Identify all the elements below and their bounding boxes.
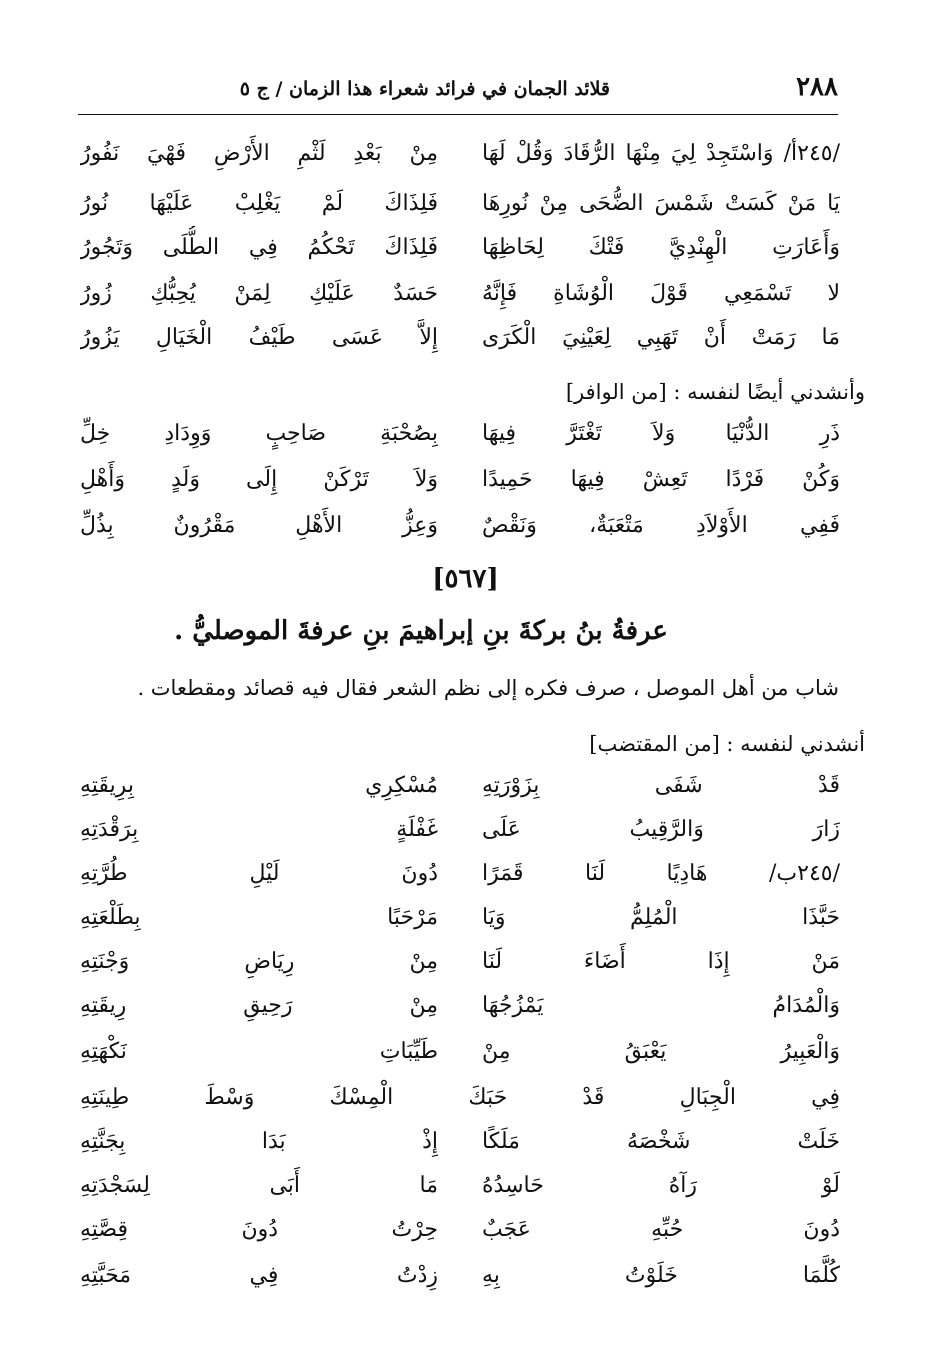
verse-row (80, 316, 840, 360)
verse-second-hemistich: زِدْتُ فِي مَحَبَّتِهِ (80, 1263, 438, 1288)
verse-row (80, 896, 840, 940)
verse-first-hemistich: لَوْ رَآهُ حَاسِدُهُ (482, 1173, 840, 1198)
verse-first-hemistich: خَلَتْ شَخْصَهُ مَلَكًا (482, 1129, 840, 1154)
verse-first-hemistich: مَنْ إِذَا أَضَاءَ لَنَا (482, 949, 840, 974)
verse-first-hemistich: /٢٤٥أ/ وَاسْتَجِدْ لِيَ مِنْهَا الرُّقَادَ وَقُلْ لَهَا (482, 141, 840, 166)
verse-second-hemistich: إِلاَّ عَسَى طَيْفُ الْخَيَالِ يَزُورُ (80, 325, 438, 350)
entry-biography: شاب من أهل الموصل ، صرف فكره إلى نظم الشعر فقال فيه قصائد ومقطعات . (137, 676, 839, 700)
verse-row (80, 132, 840, 176)
verse-row (80, 412, 840, 456)
verse-second-hemistich: حَسَدٌ عَلَيْكِ لِمَنْ يُحِبُّكِ زُورُ (80, 281, 438, 306)
verse-row-full (80, 1076, 840, 1120)
header-rule (78, 114, 838, 115)
running-title: قلائد الجمان في فرائد شعراء هذا الزمان / ج ٥ (239, 78, 610, 100)
verse-second-hemistich: إِذْ بَدَا بِجَنَّتِهِ (80, 1129, 438, 1154)
page-header (78, 72, 838, 114)
verse-first-hemistich: وَكُنْ فَرْدًا تَعِشْ فِيهَا حَمِيدًا (482, 467, 840, 492)
verse-second-hemistich: فَلِذَاكَ لَمْ يَغْلِبْ عَلَيْهَا نُورُ (80, 191, 438, 216)
verse-second-hemistich: مِنْ رِيَاضِ وَجْنَتِهِ (80, 949, 438, 974)
verse-second-hemistich: دُونَ لَيْلِ طُرَّتِهِ (80, 861, 438, 886)
verse-first-hemistich: فَفِي الأَوْلاَدِ مَتْعَبَةٌ، وَنَقْصٌ (482, 513, 840, 538)
verse-second-hemistich: طَيِّبَاتِ نَكْهَتِهِ (80, 1039, 438, 1064)
entry-number: [٥٦٧] (432, 564, 499, 594)
verse-row (80, 852, 840, 896)
meter-introduction: وأنشدني أيضًا لنفسه : [من الوافر] (565, 380, 865, 404)
verse-row (80, 940, 840, 984)
verse-second-hemistich: مَرْحَبًا بِطَلْعَتِهِ (80, 905, 438, 930)
verse-full-line: فِي الْجِبَالِ قَدْ حَبَكَ الْمِسْكَ وَسْطَ طِينَتِهِ (80, 1085, 840, 1110)
verse-first-hemistich: ذَرِ الدُّنْيَا وَلاَ تَغْتَرَّ فِيهَا (482, 421, 840, 446)
verse-first-hemistich: يَا مَنْ كَسَتْ شَمْسَ الضُّحَى مِنْ نُورِهَا (482, 191, 840, 216)
verse-second-hemistich: مُسْكِرِي بِرِيقَتِهِ (80, 773, 438, 798)
verse-row (80, 808, 840, 852)
meter-introduction: أنشدني لنفسه : [من المقتضب] (589, 732, 865, 756)
verse-row (80, 182, 840, 226)
verse-first-hemistich: وَالْعَبِيرُ يَعْبَقُ مِنْ (482, 1039, 840, 1064)
verse-row (80, 764, 840, 808)
verse-first-hemistich: وَالْمُدَامُ يَمْزُجُهَا (482, 993, 840, 1018)
verse-row (80, 458, 840, 502)
verse-first-hemistich: حَبَّذَا الْمُلِمُّ وَيَا (482, 905, 840, 930)
verse-second-hemistich: وَعِزُّ الأَهْلِ مَقْرُونٌ بِذُلِّ (80, 513, 438, 538)
verse-second-hemistich: مِنْ بَعْدِ لَثْمِ الأَرْضِ فَهْيَ نَفُورُ (80, 141, 438, 166)
verse-second-hemistich: حِرْتُ دُونَ قِصَّتِهِ (80, 1217, 438, 1242)
verse-row (80, 1030, 840, 1074)
verse-first-hemistich: لا تَسْمَعِي قَوْلَ الْوُشَاةِ فَإِنَّهُ (482, 281, 840, 306)
verse-row (80, 1120, 840, 1164)
verse-second-hemistich: مِنْ رَحِيقِ رِيقَتِهِ (80, 993, 438, 1018)
verse-row (80, 272, 840, 316)
verse-second-hemistich: بِصُحْبَةِ صَاحِبٍ وَوِدَادِ خِلِّ (80, 421, 438, 446)
verse-first-hemistich: زَارَ وَالرَّقِيبُ عَلَى (482, 817, 840, 842)
verse-row (80, 1208, 840, 1252)
verse-second-hemistich: وَلاَ تَرْكَنْ إِلَى وَلَدٍ وَأَهْلِ (80, 467, 438, 492)
verse-row (80, 984, 840, 1028)
verse-second-hemistich: غَفْلَةٍ بِرَقْدَتِهِ (80, 817, 438, 842)
verse-row (80, 1164, 840, 1208)
verse-first-hemistich: كُلَّمَا خَلَوْتُ بِهِ (482, 1263, 840, 1288)
verse-first-hemistich: مَا رَمَتْ أَنْ تَهَبِي لِعَيْنِيَ الْكَرَى (482, 325, 840, 350)
verse-first-hemistich: دُونَ حُبِّهِ عَجَبٌ (482, 1217, 840, 1242)
verse-row (80, 226, 840, 270)
page-number: ٢٨٨ (796, 72, 838, 102)
verse-row (80, 1254, 840, 1298)
verse-second-hemistich: فَلِذَاكَ تَحْكُمُ فِي الطُّلَى وَتَجُورُ (80, 235, 438, 260)
entry-name-heading: عرفةُ بنُ بركةَ بنِ إبراهيمَ بنِ عرفةَ الموصليُّ . (174, 616, 668, 646)
verse-first-hemistich: /٢٤٥ب/ هَادِيًا لَنَا قَمَرًا (482, 861, 840, 886)
verse-second-hemistich: مَا أَبَى لِسَجْدَتِهِ (80, 1173, 438, 1198)
verse-first-hemistich: وَأَعَارَتِ الْهِنْدِيَّ فَتْكَ لِحَاظِهَا (482, 235, 840, 260)
verse-first-hemistich: قَدْ شَفَى بِزَوْرَتِهِ (482, 773, 840, 798)
verse-row (80, 504, 840, 548)
